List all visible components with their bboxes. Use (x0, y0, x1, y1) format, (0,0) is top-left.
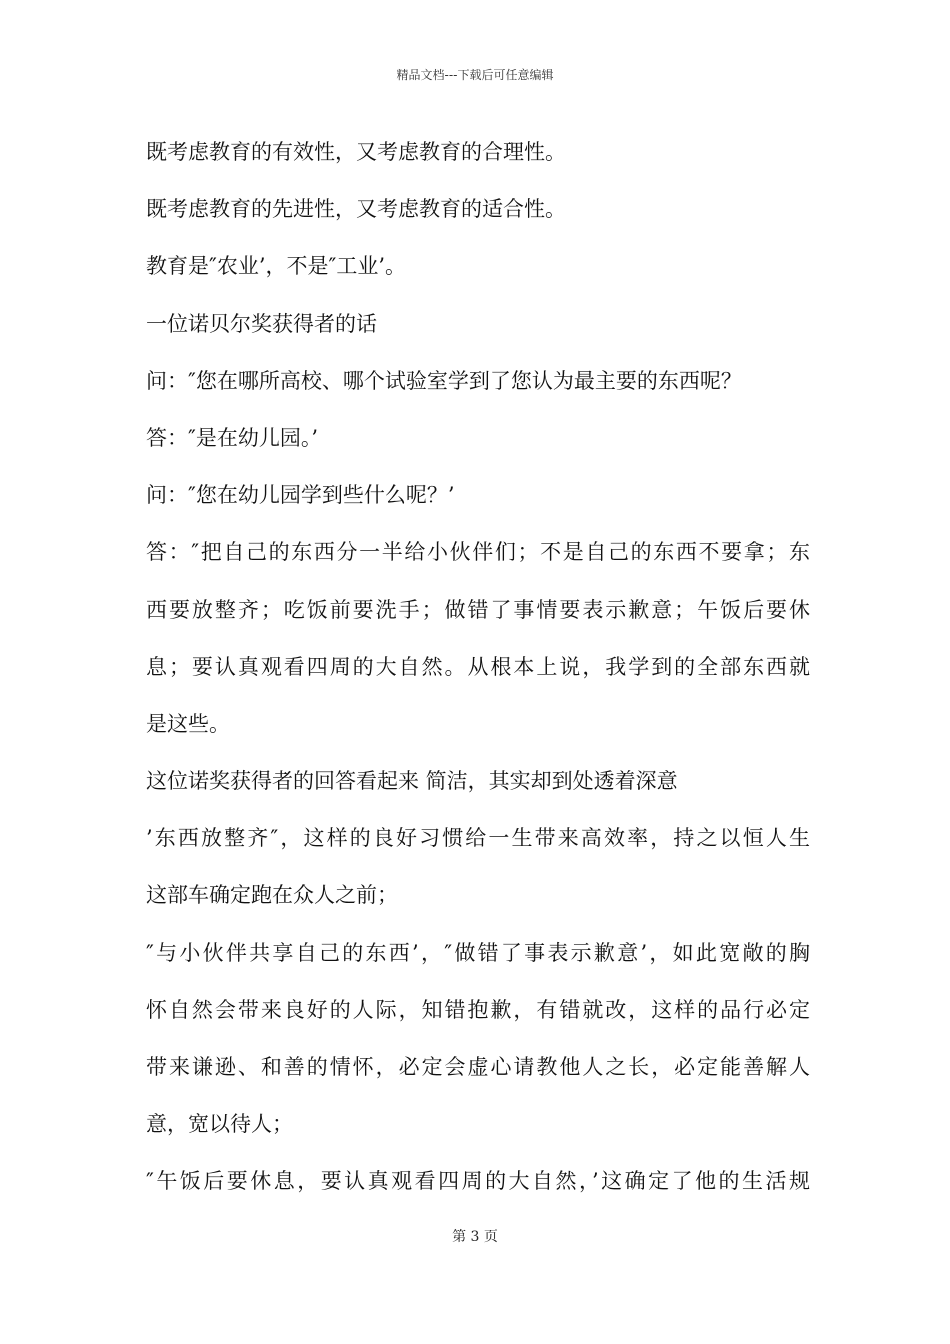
text-line: 既考虑教育的有效性，又考虑教育的合理性。 (146, 140, 566, 164)
text-line: ’东西放整齐″，这样的良好习惯给一生带来高效率，持之以恒人生 (146, 826, 810, 851)
text-line: 这位诺奖获得者的回答看起来 简洁，其实却到处透着深意 (146, 769, 678, 794)
document-body (146, 133, 810, 1220)
text-line: ″与小伙伴共享自己的东西’，″做错了事表示歉意’，如此宽敞的胸 (146, 940, 810, 965)
text-line: 既考虑教育的先进性，又考虑教育的适合性。 (146, 197, 566, 222)
text-line: 是这些。 (146, 711, 230, 736)
text-line: 教育是″农业’，不是″工业’。 (146, 254, 407, 279)
page-number: 第 3 页 (452, 1229, 498, 1245)
text-line: ″午饭后要休息，要认真观看四周的大自然，’这确定了他的生活规 (146, 1169, 810, 1194)
text-line: 带来谦逊、和善的情怀，必定会虚心请教他人之长，必定能善解人 (146, 1055, 810, 1079)
text-line: 息；要认真观看四周的大自然。从根本上说，我学到的全部东西就 (146, 654, 810, 679)
text-line: 意，宽以待人； (146, 1112, 293, 1137)
text-line: 答：″是在幼儿园。’ (146, 425, 319, 450)
text-line: 问：″您在哪所高校、哪个试验室学到了您认为最主要的东西呢？ (146, 368, 742, 393)
text-line: 怀自然会带来良好的人际，知错抱歉，有错就改，这样的品行必定 (146, 997, 810, 1022)
text-line: 这部车确定跑在众人之前； (146, 883, 398, 908)
text-line: 答：″把自己的东西分一半给小伙伴们；不是自己的东西不要拿；东 (146, 540, 810, 565)
page-header: 精品文档---下载后可任意编辑 (396, 68, 554, 82)
text-line: 问：″您在幼儿园学到些什么呢？’ (146, 483, 455, 508)
text-line: 西要放整齐；吃饭前要洗手；做错了事情要表示歉意；午饭后要休 (146, 597, 810, 622)
text-line: 一位诺贝尔奖获得者的话 (146, 311, 377, 336)
